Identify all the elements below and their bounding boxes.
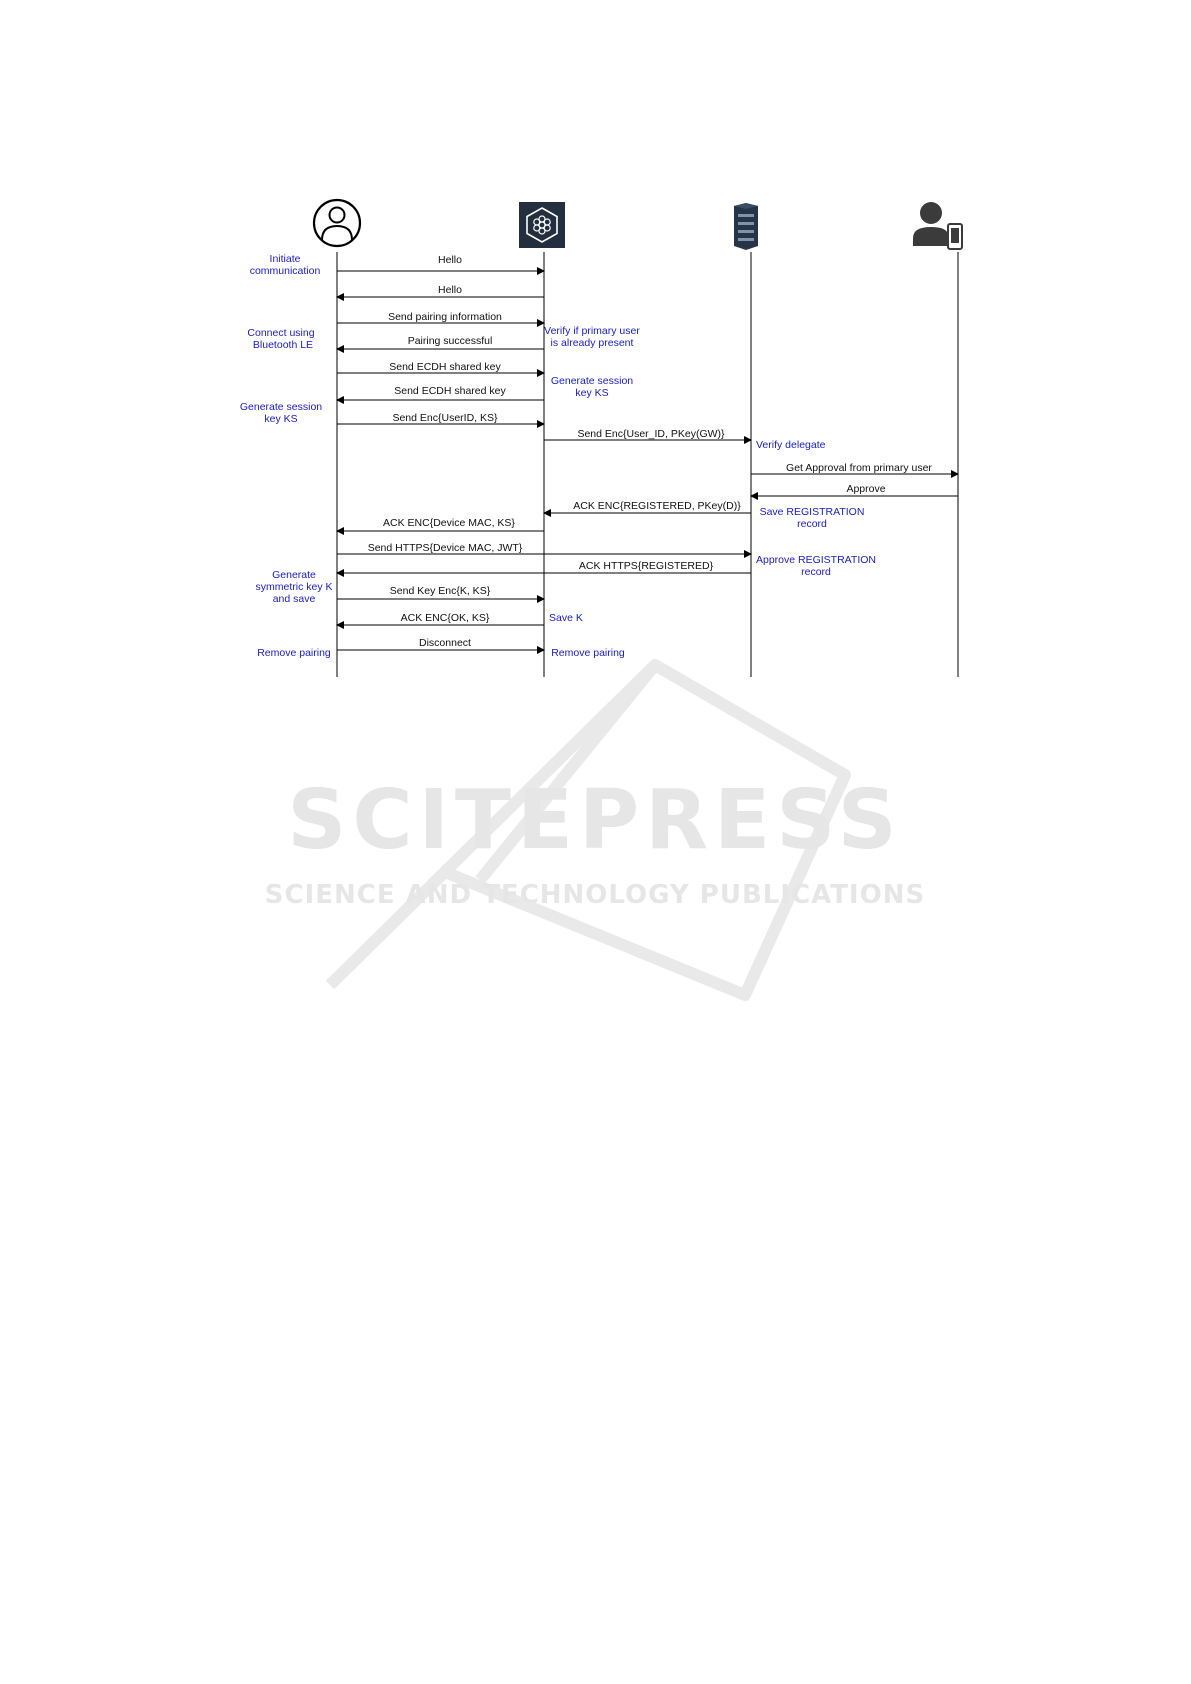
- message-label: Disconnect: [419, 637, 471, 649]
- message-approve: [751, 483, 958, 496]
- svg-text:Verify delegate: Verify delegate: [756, 439, 826, 451]
- svg-text:Verify if primary user: Verify if primary user: [544, 325, 640, 337]
- svg-text:communication: communication: [249, 265, 321, 277]
- svg-text:is already present: is already present: [550, 337, 634, 349]
- note-initiate-communication: [250, 253, 321, 277]
- svg-text:Save K: Save K: [549, 612, 583, 624]
- note-remove-pairing-device: [551, 647, 625, 659]
- message-send-ecdh-shared-key-request: [337, 361, 544, 373]
- svg-text:Initiate: Initiate: [269, 253, 301, 265]
- message-label: ACK ENC{REGISTERED, PKey(D)}: [573, 500, 741, 512]
- note-remove-pairing-user: [257, 647, 331, 659]
- message-ack-enc-registered: [544, 500, 751, 513]
- message-label: Send Key Enc{K, KS}: [389, 585, 491, 597]
- svg-text:Generate session: Generate session: [239, 401, 323, 413]
- message-hello-response: [337, 284, 544, 297]
- svg-text:symmetric key K: symmetric key K: [255, 581, 333, 593]
- message-label: ACK HTTPS{REGISTERED}: [578, 560, 714, 572]
- svg-text:key KS: key KS: [264, 413, 298, 425]
- message-ack-enc-ok: [337, 612, 544, 625]
- message-hello-request: [337, 254, 544, 271]
- message-label: Approve: [846, 483, 886, 495]
- device-chip-icon: [519, 202, 565, 248]
- note-connect-bluetooth: [247, 327, 314, 351]
- message-label: Pairing successful: [407, 335, 493, 347]
- message-label: Send HTTPS{Device MAC, JWT}: [367, 542, 523, 554]
- message-send-enc-userid: [337, 412, 544, 424]
- svg-text:Bluetooth LE: Bluetooth LE: [252, 339, 314, 351]
- message-label: ACK ENC{Device MAC, KS}: [383, 517, 515, 529]
- svg-text:Remove pairing: Remove pairing: [257, 647, 331, 659]
- message-label: Send Enc{UserID, KS}: [392, 412, 498, 424]
- server-rack-icon: [734, 203, 758, 250]
- message-ack-enc-device-mac: [337, 517, 544, 531]
- message-label: Send ECDH shared key: [394, 385, 506, 397]
- svg-text:Save REGISTRATION: Save REGISTRATION: [759, 506, 865, 518]
- svg-text:Remove pairing: Remove pairing: [551, 647, 625, 659]
- message-send-ecdh-shared-key-response: [337, 385, 544, 400]
- message-pairing-successful: [337, 335, 544, 349]
- watermark-subtitle: SCIENCE AND TECHNOLOGY PUBLICATIONS: [264, 880, 926, 910]
- user-phone-icon: [913, 202, 962, 249]
- message-send-key-enc: [337, 585, 544, 599]
- message-label: Get Approval from primary user: [786, 462, 932, 474]
- message-label: Send pairing information: [388, 311, 502, 323]
- svg-text:Connect using: Connect using: [247, 327, 315, 339]
- note-generate-symmetric-key: [255, 569, 332, 605]
- message-get-approval: [751, 462, 958, 474]
- note-verify-delegate: [756, 439, 826, 451]
- message-label: Send ECDH shared key: [389, 361, 501, 373]
- note-save-k: [549, 612, 583, 624]
- message-label: Send Enc{User_ID, PKey(GW)}: [577, 428, 725, 440]
- message-send-enc-user-id-pkey-gw: [544, 428, 751, 440]
- message-label: Hello: [438, 284, 462, 296]
- note-save-registration-record: [760, 506, 865, 530]
- user-circle-icon: [314, 200, 360, 246]
- svg-text:record: record: [797, 518, 827, 530]
- svg-text:Generate session: Generate session: [550, 375, 634, 387]
- svg-text:record: record: [801, 566, 831, 578]
- watermark-title: SCITEPRESS: [287, 773, 903, 868]
- message-label: ACK ENC{OK, KS}: [400, 612, 490, 624]
- message-send-pairing-information: [337, 311, 544, 323]
- svg-text:and save: and save: [272, 593, 316, 605]
- svg-text:key KS: key KS: [575, 387, 609, 399]
- note-approve-registration-record: [756, 554, 876, 578]
- note-generate-session-key-device: [551, 375, 633, 399]
- svg-text:Generate: Generate: [272, 569, 316, 581]
- note-generate-session-key-user: [240, 401, 322, 425]
- svg-text:Approve REGISTRATION: Approve REGISTRATION: [755, 554, 877, 566]
- message-disconnect: [337, 637, 544, 650]
- note-verify-primary-user: [544, 325, 640, 349]
- message-label: Hello: [438, 254, 462, 266]
